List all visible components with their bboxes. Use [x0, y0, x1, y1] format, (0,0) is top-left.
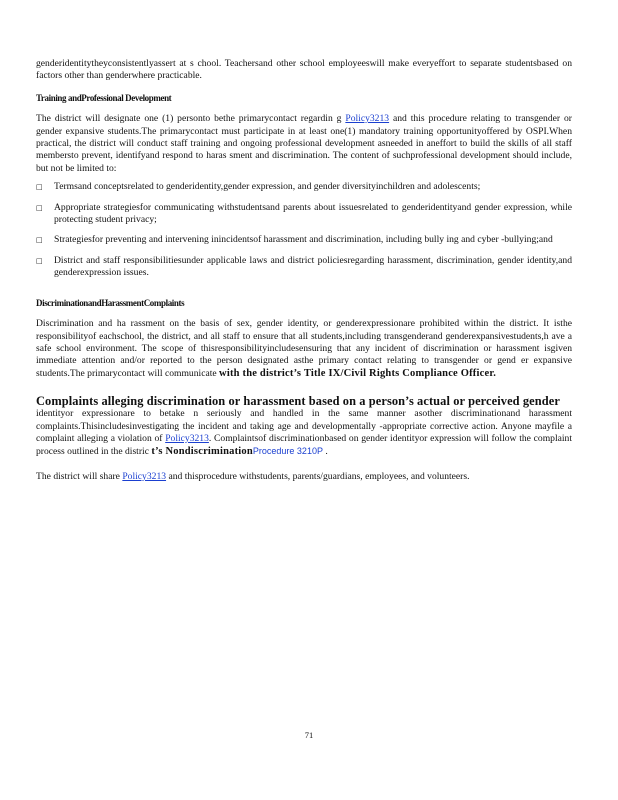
- policy-3213-link[interactable]: Policy3213: [122, 470, 167, 482]
- nondiscrimination-text: t’s Nondiscrimination: [151, 446, 253, 458]
- compliance-officer-text: with the district’s Title IX/Civil Rights Compliance Officer.: [219, 367, 497, 379]
- list-item: [36, 202, 572, 227]
- procedure-3210p-link[interactable]: Procedure 3210P: [252, 446, 323, 457]
- discrimination-paragraph: [36, 318, 572, 380]
- checkbox-bullet-icon: □: [36, 236, 43, 245]
- closing-paragraph: [36, 471, 572, 483]
- training-topics-list: [36, 181, 572, 279]
- discrimination-text: Discrimination and ha rassment on the basis of sex, gender identity, or genderexpressionare prohibited within the district. It isthe responsibilityof eachschool, the district, and all staff to ensure that all students,including transgenderand genderexpansivestudents,h ave a safe school environment. The scope of thisresponsibilityincludesensuring that any incident of discrimination or harassment isgiven immediate attention and/or reported to the person designated asthe primary contact relating to transgender or gend er expansive students.The primarycontact will communicate: [36, 318, 572, 379]
- list-item: [36, 181, 572, 193]
- list-item-text: Strategiesfor preventing and intervening inincidentsof harassment and discrimination, including bully ing and cyber -bullying;and: [54, 234, 553, 246]
- complaints-text-before: identityor expressionare to betake n seriously and handled in the same manner asother discriminationand harassment complaints.Thisincludesinvestigating the incident and taking age and developmentally -appropriate corrective action. Anyone mayfile a complaint alleging a violation of: [36, 408, 572, 444]
- list-item-text: Termsand conceptsrelated to genderidentity,gender expression, and gender diversityinchildren and adolescents;: [54, 181, 481, 193]
- checkbox-bullet-icon: □: [36, 256, 43, 265]
- list-item: [36, 234, 572, 246]
- policy-3213-link[interactable]: Policy3213: [165, 432, 209, 444]
- training-text-before: The district will designate one (1) personto bethe primarycontact regardin g: [36, 113, 346, 125]
- complaints-paragraph: [36, 408, 572, 459]
- training-paragraph: [36, 113, 572, 175]
- list-item-text: District and staff responsibilitiesunder applicable laws and district policiesregarding harassment, discrimination, gender identity,and genderexpression issues.: [54, 254, 572, 279]
- policy-3213-link[interactable]: Policy3213: [345, 113, 390, 125]
- closing-text-after: and thisprocedure withstudents, parents/guardians, employees, and volunteers.: [166, 470, 470, 482]
- list-item-text: Appropriate strategiesfor communicating withstudentsand parents about issuesrelated to genderidentityand gender expression, while protecting student privacy;: [54, 201, 572, 226]
- page-number: 71: [304, 730, 314, 740]
- document-page: [36, 58, 572, 483]
- checkbox-bullet-icon: □: [36, 183, 43, 192]
- complaints-text-end: .: [322, 446, 328, 458]
- discrimination-heading: DiscriminationandHarassmentComplaints: [36, 297, 185, 308]
- training-text-after: and this procedure relating to transgender or gender expansive students.The primarycontact must participate in at least one(1) mandatory training opportunityoffered by OSPI.When practical, the district will conduct staff training and ongoing professional development asneeded in aneffort to build the skills of all staff membersto prevent, identifyand respond to haras sment and discrimination. The content of suchprofessional development should include, but not be limited to:: [36, 113, 572, 174]
- complaints-text-mid: . Complaintsof discriminationbased on gender identityor expression will follow the complaint process outlined in the distric: [36, 432, 572, 458]
- checkbox-bullet-icon: □: [36, 203, 43, 212]
- closing-text-before: The district will share: [36, 470, 123, 482]
- complaints-heading: Complaints alleging discrimination or harassment based on a person’s actual or perceived gender: [36, 394, 560, 409]
- list-item: [36, 255, 572, 280]
- intro-paragraph: genderidentitytheyconsistentlyassert at s chool. Teachersand other school employeeswill make everyeffort to separate studentsbased on factors other than genderwhere practicable.: [36, 58, 572, 82]
- training-heading: Training andProfessional Development: [36, 92, 172, 103]
